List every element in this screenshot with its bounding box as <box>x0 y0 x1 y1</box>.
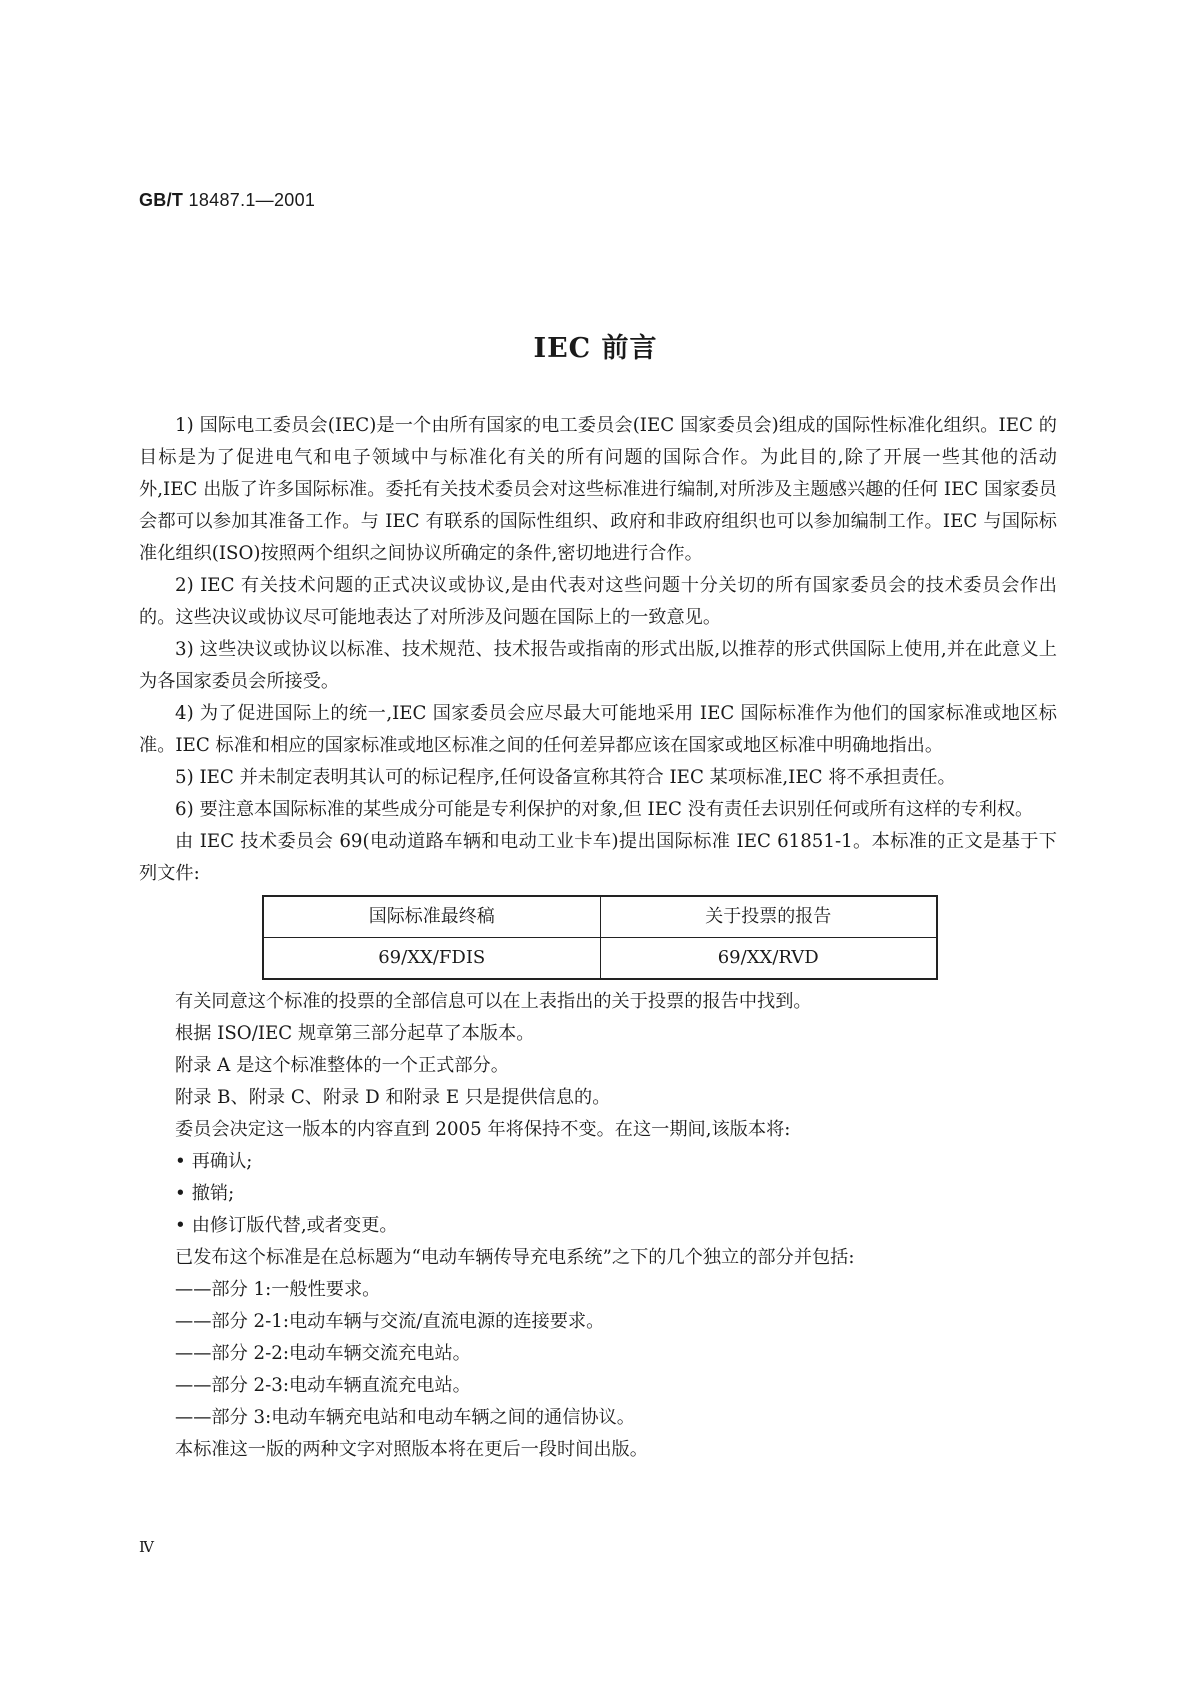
parts-intro-line: 已发布这个标准是在总标题为“电动车辆传导充电系统”之下的几个独立的部分并包括: <box>175 1247 855 1268</box>
voting-info-line: 有关同意这个标准的投票的全部信息可以在上表指出的关于投票的报告中找到。 <box>175 991 812 1012</box>
paragraph-iec-scope: 1) 国际电工委员会(IEC)是一个由所有国家的电工委员会(IEC 国家委员会)组成的国际性标准化组织。IEC 的目标是为了促进电气和电子领域中与标准化有关的所有问题的国际合作。为此目的,除了开展一些其他的活动外,IEC 出版了许多国际标准。委托有关技术委员会对这些标准进行编制,对所涉及主题感兴趣的任何 IEC 国家委员会都可以参加其准备工作。与 IEC 有联系的国际性组织、政府和非政府组织也可以参加编制工作。IEC 与国际标准化组织(ISO)按照两个组织之间协议所确定的条件,密切地进行合作。 <box>139 415 1057 564</box>
paragraph-decisions: 2) IEC 有关技术问题的正式决议或协议,是由代表对这些问题十分关切的所有国家委员会的技术委员会作出的。这些决议或协议尽可能地表达了对所涉及问题在国际上的一致意见。 <box>139 575 1057 628</box>
bullet-text: 由修订版代替,或者变更。 <box>191 1215 398 1236</box>
table-row <box>263 938 937 980</box>
part-item: ——部分 2-3:电动车辆直流充电站。 <box>175 1375 471 1396</box>
bullet-icon: • <box>175 1215 186 1236</box>
table-header-cell: 关于投票的报告 <box>600 896 937 938</box>
closing-line: 本标准这一版的两种文字对照版本将在更后一段时间出版。 <box>175 1439 648 1460</box>
standard-number: 18487.1—2001 <box>188 190 316 210</box>
bullet-icon: • <box>175 1151 186 1172</box>
table-header-cell: 国际标准最终稿 <box>263 896 600 938</box>
paragraph-uniformity: 4) 为了促进国际上的统一,IEC 国家委员会应尽最大可能地采用 IEC 国际标准作为他们的国家标准或地区标准。IEC 标准和相应的国家标准或地区标准之间的任何差异都应该在国家或地区标准中明确地指出。 <box>139 703 1057 756</box>
standard-prefix: GB/T <box>139 190 184 210</box>
annex-a-line: 附录 A 是这个标准整体的一个正式部分。 <box>175 1055 509 1076</box>
paragraph-patents: 6) 要注意本国际标准的某些成分可能是专利保护的对象,但 IEC 没有责任去识别任何或所有这样的专利权。 <box>175 799 1034 820</box>
maintenance-line: 委员会决定这一版本的内容直到 2005 年将保持不变。在这一期间,该版本将: <box>175 1119 791 1140</box>
part-item: ——部分 2-2:电动车辆交流充电站。 <box>175 1343 471 1364</box>
part-item: ——部分 2-1:电动车辆与交流/直流电源的连接要求。 <box>175 1311 605 1332</box>
drafting-rules-line: 根据 ISO/IEC 规章第三部分起草了本版本。 <box>175 1023 535 1044</box>
document-body <box>139 410 1057 1466</box>
list-item <box>139 1146 1057 1178</box>
part-item: ——部分 3:电动车辆充电站和电动车辆之间的通信协议。 <box>175 1407 635 1428</box>
page-number: Ⅳ <box>139 1538 154 1556</box>
table-cell: 69/XX/FDIS <box>263 938 600 980</box>
annex-bcde-line: 附录 B、附录 C、附录 D 和附录 E 只是提供信息的。 <box>175 1087 611 1108</box>
list-item <box>139 1210 1057 1242</box>
bullet-icon: • <box>175 1183 186 1204</box>
paragraph-recommendations: 3) 这些决议或协议以标准、技术规范、技术报告或指南的形式出版,以推荐的形式供国际上使用,并在此意义上为各国家委员会所接受。 <box>139 639 1057 692</box>
list-item <box>139 1178 1057 1210</box>
voting-documents-table <box>262 895 938 980</box>
part-item: ——部分 1:一般性要求。 <box>175 1279 381 1300</box>
table-header-row <box>263 896 937 938</box>
standard-code-header <box>139 190 315 211</box>
page-title: IEC 前言 <box>533 333 658 364</box>
bullet-text: 撤销; <box>191 1183 235 1204</box>
table-cell: 69/XX/RVD <box>600 938 937 980</box>
paragraph-origin: 由 IEC 技术委员会 69(电动道路车辆和电动工业卡车)提出国际标准 IEC 61851-1。本标准的正文是基于下列文件: <box>139 831 1057 884</box>
bullet-text: 再确认; <box>191 1151 253 1172</box>
paragraph-marking: 5) IEC 并未制定表明其认可的标记程序,任何设备宣称其符合 IEC 某项标准,IEC 将不承担责任。 <box>175 767 956 788</box>
